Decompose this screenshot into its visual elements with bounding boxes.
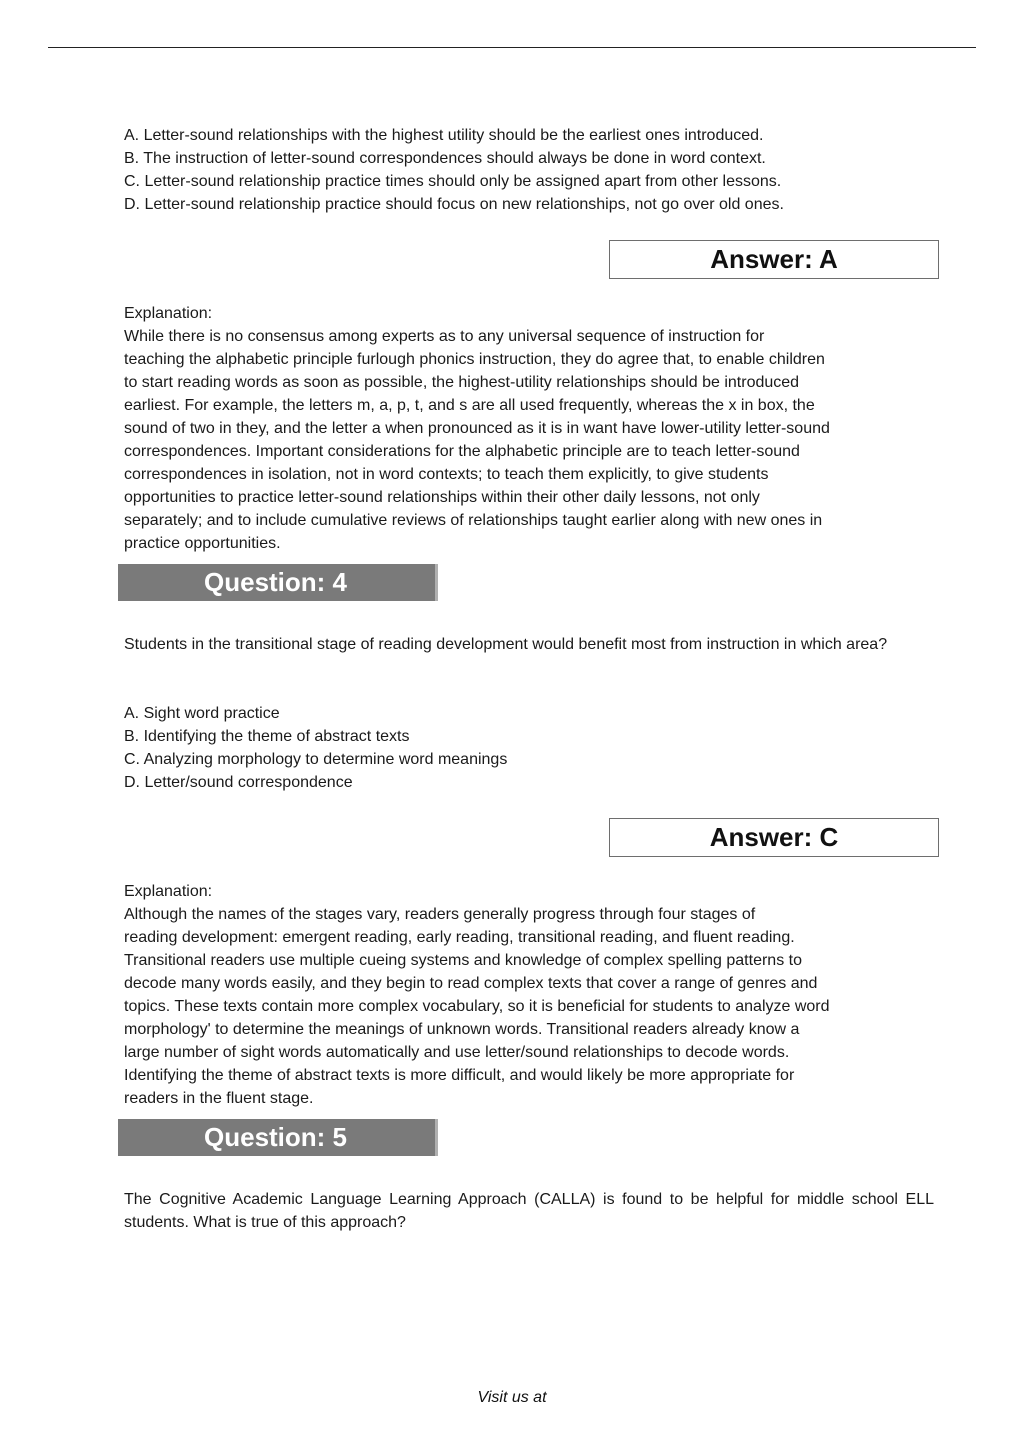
q3-option-d: D. Letter-sound relationship practice should focus on new relationships, not go over old ones. (124, 196, 784, 213)
q4-explanation-line: large number of sight words automatically and use letter/sound relationships to decode words. (124, 1044, 790, 1061)
q3-explanation-line: While there is no consensus among experts as to any universal sequence of instruction for (124, 328, 765, 345)
q4-explanation-line: topics. These texts contain more complex vocabulary, so it is beneficial for students to analyze word (124, 998, 830, 1015)
q4-question-text: Students in the transitional stage of reading development would benefit most from instruction in which area? (124, 636, 888, 653)
q3-explanation-line: opportunities to practice letter-sound relationships within their other daily lessons, not only (124, 489, 760, 506)
q4-explanation-line: Although the names of the stages vary, readers generally progress through four stages of (124, 906, 756, 923)
q4-question (124, 633, 934, 656)
q4-options (124, 702, 934, 794)
q3-explanation-line: correspondences in isolation, not in word contexts; to teach them explicitly, to give students (124, 466, 769, 483)
q3-explanation-line: to start reading words as soon as possible, the highest-utility relationships should be introduced (124, 374, 800, 391)
question-4-title: Question: 4 (204, 567, 348, 597)
q3-explanation-line: practice opportunities. (124, 535, 281, 552)
q3-answer-box: Answer: A (609, 240, 939, 279)
q3-explanation (124, 302, 934, 555)
question-4-heading (118, 564, 438, 601)
q3-explanation-line: sound of two in they, and the letter a when pronounced as it is in want have lower-utility letter-sound (124, 420, 830, 437)
question-5-title: Question: 5 (204, 1122, 348, 1152)
q4-option-d: D. Letter/sound correspondence (124, 774, 353, 791)
q3-option-c: C. Letter-sound relationship practice times should only be assigned apart from other lessons. (124, 173, 782, 190)
q3-explanation-line: earliest. For example, the letters m, a, p, t, and s are all used frequently, whereas the x in box, the (124, 397, 815, 414)
q3-explanation-label: Explanation: (124, 305, 213, 322)
q4-explanation-line: Identifying the theme of abstract texts is more difficult, and would likely be more appropriate for (124, 1067, 795, 1084)
q4-explanation-line: decode many words easily, and they begin to read complex texts that cover a range of genres and (124, 975, 818, 992)
q3-explanation-line: correspondences. Important considerations for the alphabetic principle are to teach letter-sound (124, 443, 800, 460)
q3-option-b: B. The instruction of letter-sound correspondences should always be done in word context. (124, 150, 766, 167)
footer-visit-us: Visit us at (477, 1389, 547, 1406)
q3-options (124, 124, 934, 216)
q3-option-a: A. Letter-sound relationships with the highest utility should be the earliest ones introduced. (124, 127, 764, 144)
question-5-heading (118, 1119, 438, 1156)
q4-option-b: B. Identifying the theme of abstract texts (124, 728, 410, 745)
q4-explanation-line: Transitional readers use multiple cueing systems and knowledge of complex spelling patterns to (124, 952, 802, 969)
q4-explanation-line: reading development: emergent reading, early reading, transitional reading, and fluent reading. (124, 929, 795, 946)
q4-explanation-line: readers in the fluent stage. (124, 1090, 314, 1107)
q5-question (124, 1188, 934, 1234)
q4-explanation-line: morphology' to determine the meanings of unknown words. Transitional readers already know a (124, 1021, 800, 1038)
q4-option-a: A. Sight word practice (124, 705, 280, 722)
q4-explanation-label: Explanation: (124, 883, 213, 900)
q3-explanation-line: teaching the alphabetic principle furlough phonics instruction, they do agree that, to enable children (124, 351, 825, 368)
q4-option-c: C. Analyzing morphology to determine word meanings (124, 751, 508, 768)
q5-question-text: The Cognitive Academic Language Learning Approach (CALLA) is found to be helpful for middle school ELL students. What is true of this approach? (124, 1191, 934, 1231)
q4-explanation (124, 880, 934, 1110)
q4-answer-box: Answer: C (609, 818, 939, 857)
header-rule (48, 47, 976, 48)
q3-explanation-line: separately; and to include cumulative reviews of relationships taught earlier along with new ones in (124, 512, 823, 529)
